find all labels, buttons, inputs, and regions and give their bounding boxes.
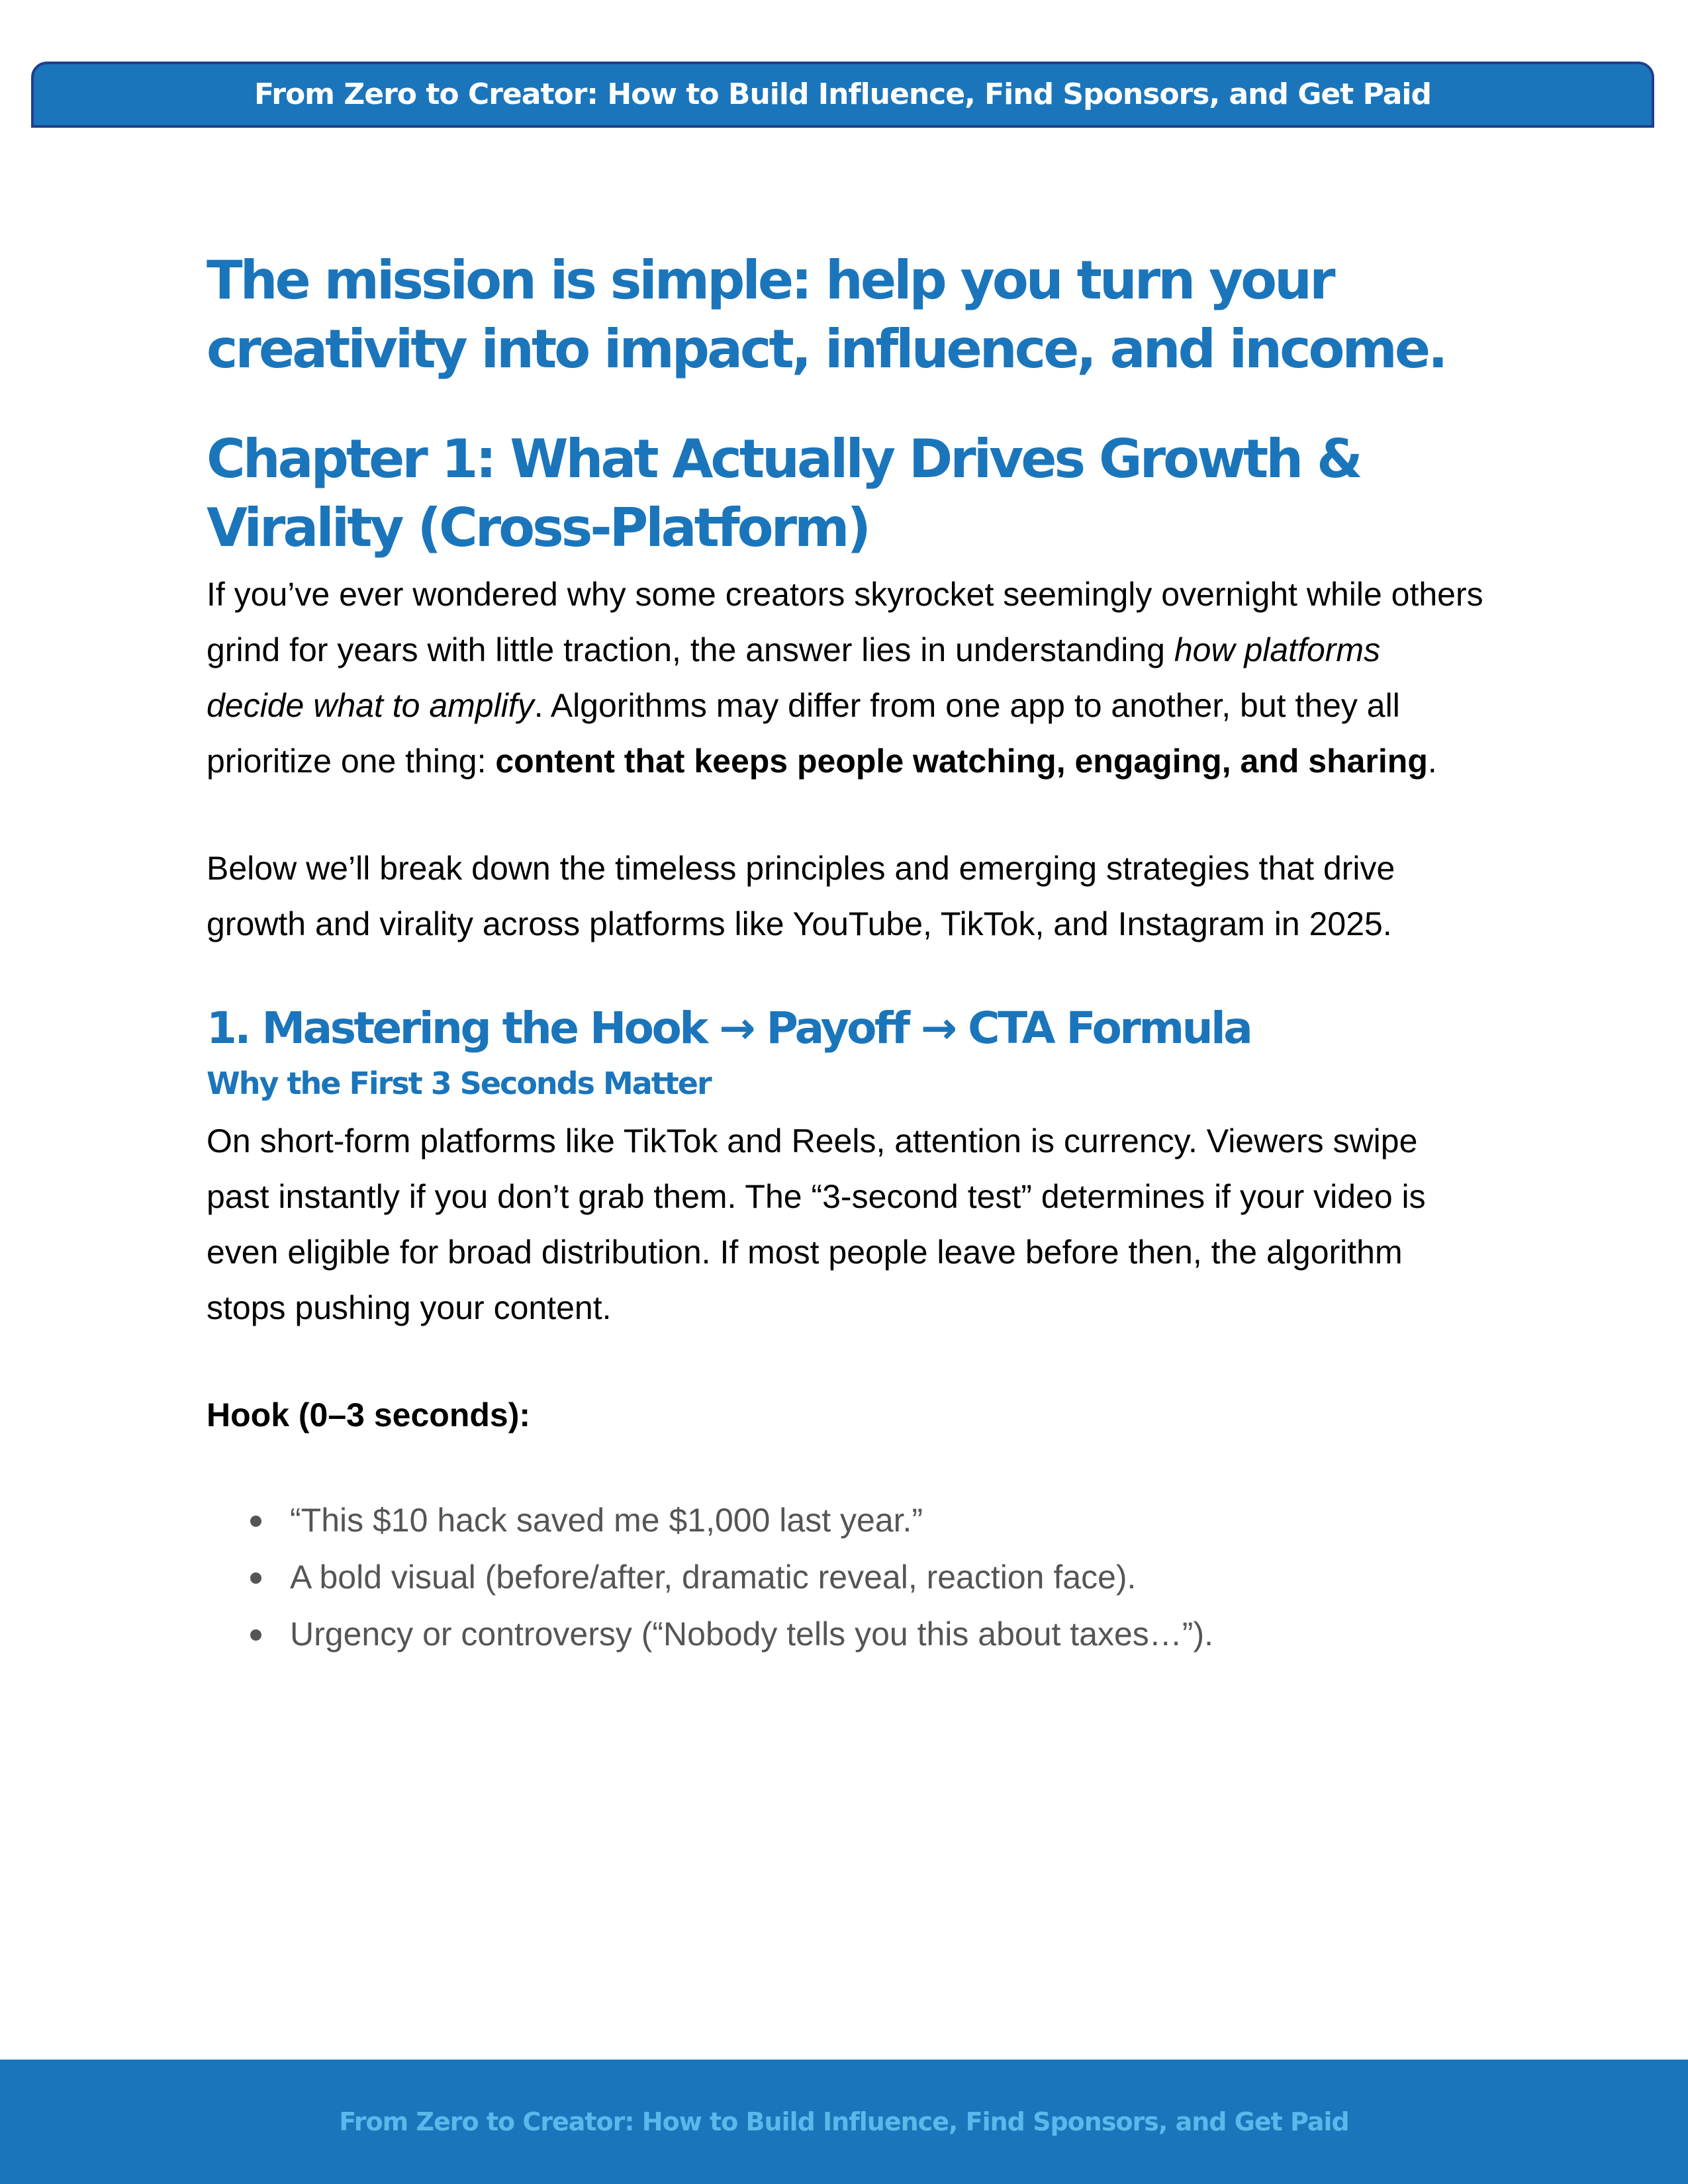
intro-text-start: If you’ve ever wondered why some creators skyrocket seemingly overnight while others grind for years with little traction, the answer lies in understanding bbox=[207, 576, 1483, 668]
mission-statement: The mission is simple: help you turn your creativity into impact, influence, and income. bbox=[207, 250, 1446, 380]
intro-text-end: . bbox=[1427, 743, 1437, 780]
section-paragraph: On short-form platforms like TikTok and Reels, attention is currency. Viewers swipe past instantly if you don’t grab them. The “3-second test” determines if your video is even eligible for broad distribution. If most people leave before then, the algorithm stops pushing your content. bbox=[207, 1122, 1426, 1326]
footer-banner bbox=[0, 2060, 1688, 2184]
intro-italic-phrase: how platforms decide what to amplify bbox=[207, 631, 1381, 724]
bullet-dot-icon bbox=[250, 1572, 261, 1584]
list-item-text: “This $10 hack saved me $1,000 last year.” bbox=[290, 1502, 923, 1539]
section-subheading: Why the First 3 Seconds Matter bbox=[207, 1066, 711, 1101]
chapter-title: Chapter 1: What Actually Drives Growth & Virality (Cross-Platform) bbox=[207, 428, 1360, 559]
hook-label: Hook (0–3 seconds): bbox=[207, 1396, 531, 1433]
header-title: From Zero to Creator: How to Build Influence, Find Sponsors, and Get Paid bbox=[254, 77, 1431, 111]
page-content bbox=[207, 246, 1484, 1662]
footer-title: From Zero to Creator: How to Build Influence, Find Sponsors, and Get Paid bbox=[339, 2107, 1349, 2136]
hook-bullet-list bbox=[207, 1492, 1484, 1662]
section-heading: 1. Mastering the Hook → Payoff → CTA Formula bbox=[207, 1003, 1251, 1054]
list-item-text: Urgency or controversy (“Nobody tells you this about taxes…”). bbox=[290, 1615, 1213, 1653]
list-item bbox=[207, 1549, 1484, 1606]
intro-text-middle: . Algorithms may differ from one app to another, but they all prioritize one thing: bbox=[207, 687, 1400, 780]
chapter-second-paragraph: Below we’ll break down the timeless principles and emerging strategies that drive growth and virality across platforms like YouTube, TikTok, and Instagram in 2025. bbox=[207, 850, 1395, 942]
chapter-intro-paragraph bbox=[207, 567, 1484, 789]
header-banner bbox=[31, 62, 1654, 128]
list-item-text: A bold visual (before/after, dramatic reveal, reaction face). bbox=[290, 1559, 1137, 1596]
bullet-dot-icon bbox=[250, 1516, 261, 1527]
bullet-dot-icon bbox=[250, 1629, 261, 1641]
list-item bbox=[207, 1492, 1484, 1549]
list-item bbox=[207, 1606, 1484, 1662]
intro-bold-phrase: content that keeps people watching, engaging, and sharing bbox=[495, 743, 1428, 780]
